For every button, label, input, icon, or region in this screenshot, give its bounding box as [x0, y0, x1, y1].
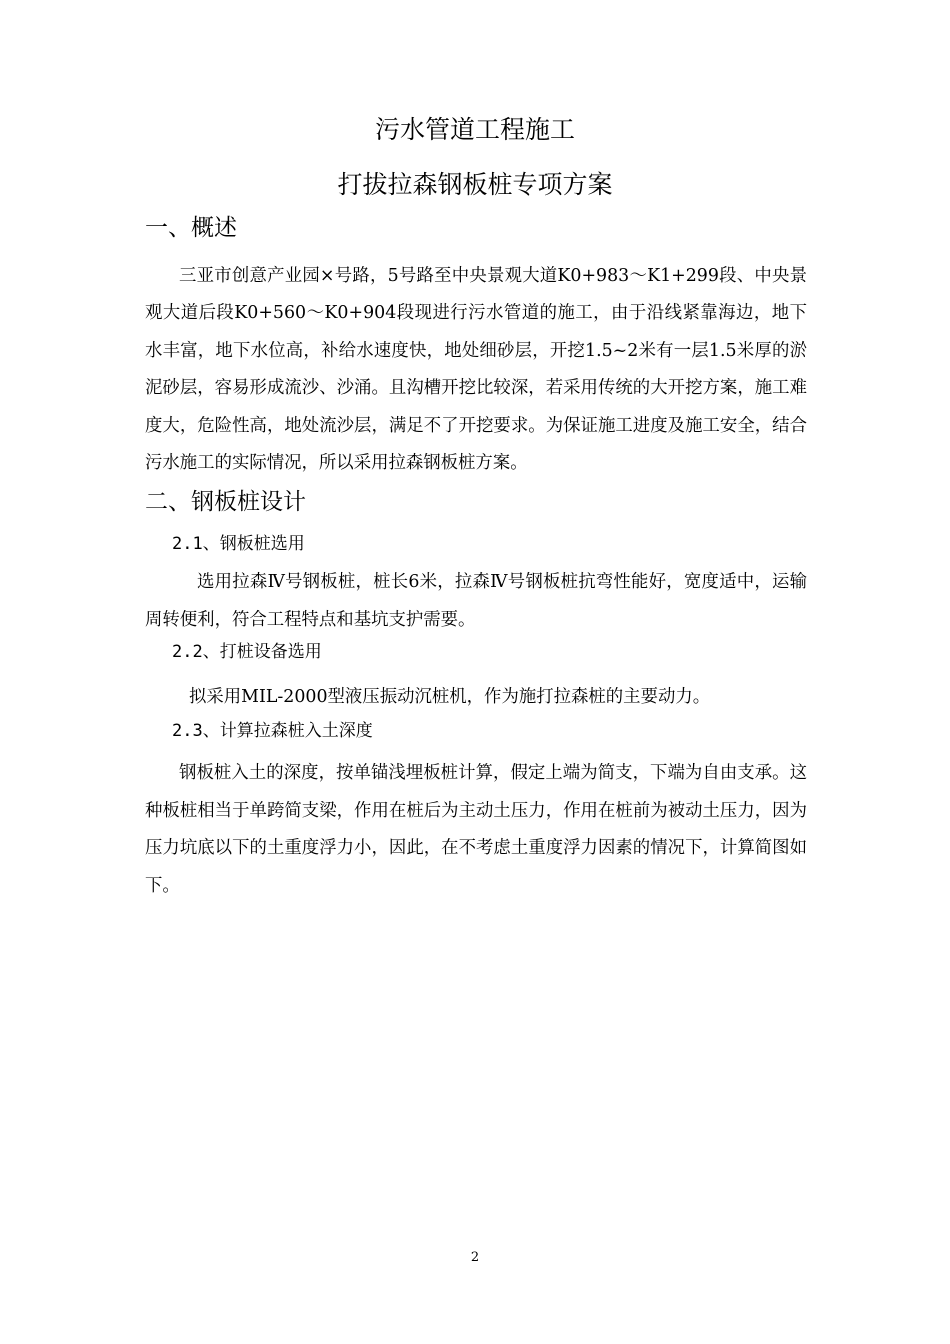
subsection-paragraph-2-2: 拟采用MIL-2000型液压振动沉桩机，作为施打拉森桩的主要动力。	[189, 687, 711, 707]
subsection-heading-2-2: 2.2、打桩设备选用	[172, 642, 322, 662]
section-heading-sheet-pile-design: 二、钢板桩设计	[145, 489, 306, 515]
subsection-heading-2-3: 2.3、计算拉森桩入土深度	[172, 721, 373, 741]
document-title-line-1: 污水管道工程施工	[374, 115, 575, 144]
section-paragraph-overview: 三亚市创意产业园×号路，5号路至中央景观大道K0+983～K1+299段、中央景观大道后段K0+560～K0+904段现进行污水管道的施工，由于沿线紧靠海边，地下水丰富，地下水位高，补给水速度快，地处细砂层，开挖1.5~2米有一层1.5米厚的淤泥砂层，容易形成流沙、沙涌。且沟槽开挖比较深，若采用传统的大开挖方案，施工难度大，危险性高，地处流沙层，满足不了开挖要求。为保证施工进度及施工安全，结合污水施工的实际情况，所以采用拉森钢板桩方案。	[145, 266, 807, 474]
subsection-paragraph-2-3: 钢板桩入土的深度，按单锚浅埋板桩计算，假定上端为简支，下端为自由支承。这种板桩相当于单跨简支梁，作用在桩后为主动土压力，作用在桩前为被动土压力，因为压力坑底以下的土重度浮力小，因此，在不考虑土重度浮力因素的情况下，计算简图如下。	[145, 763, 807, 896]
subsection-heading-2-1: 2.1、钢板桩选用	[172, 534, 305, 554]
document-title-line-2: 打拔拉森钢板桩专项方案	[337, 170, 613, 199]
subsection-paragraph-2-1: 选用拉森Ⅳ号钢板桩，桩长6米，拉森Ⅳ号钢板桩抗弯性能好，宽度适中，运输周转便利，符合工程特点和基坑支护需要。	[145, 572, 807, 630]
section-heading-overview: 一、概述	[145, 215, 237, 241]
page-number: 2	[470, 1250, 480, 1265]
